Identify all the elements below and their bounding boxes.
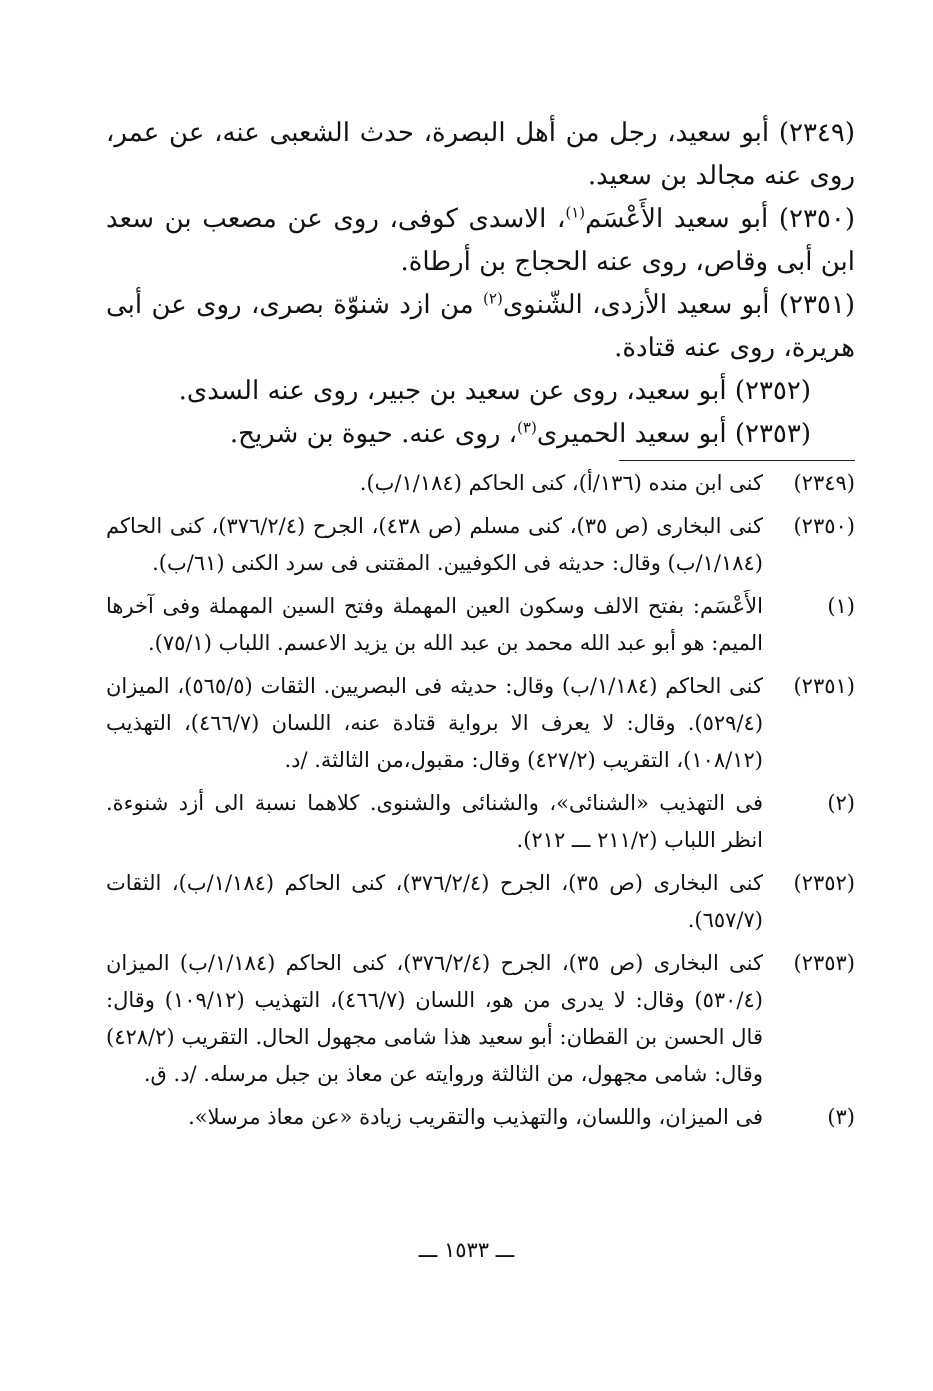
entry-text-cont: من ازد شنوّة بصرى، روى عن أبى هريرة، روى عنه قتادة. [106, 290, 855, 363]
footnote-key: (٢٣٥٣) [793, 951, 855, 975]
footnote-text: كنى ابن منده (١٣٦/أ)، كنى الحاكم (١/١٨٤/ب). [359, 471, 763, 495]
footnote-2351 [106, 668, 855, 779]
footnote-text: فى الميزان، واللسان، والتهذيب والتقريب زيادة «عن معاذ مرسلا». [188, 1105, 763, 1129]
entry-text: (٢٣٥٢) أبو سعيد، روى عن سعيد بن جبير، روى عنه السدى. [178, 376, 811, 406]
footnote-key: (٢٣٤٩) [793, 471, 855, 495]
entry-text: (٢٣٥٠) أبو سعيد الأَعْسَم [585, 204, 856, 234]
footnote-key: (١) [827, 594, 855, 618]
entry-2352 [106, 370, 855, 413]
footnote-key: (٢٣٥١) [793, 674, 855, 698]
entry-2353 [106, 413, 855, 456]
main-entries [106, 112, 855, 456]
footnote-divider [619, 460, 855, 461]
entry-text-cont: ، روى عنه. حيوة بن شريح. [229, 419, 518, 449]
footnote-2352 [106, 865, 855, 939]
footnote-ref: (٣) [517, 418, 537, 437]
footnote-text: كنى الحاكم (١/١٨٤/ب) وقال: حديثه فى البصريين. الثقات (٥٦٥/٥)، الميزان (٥٢٩/٤). وقال: لا يعرف الا برواية قتادة عنه، اللسان (٤٦٦/٧)، التهذيب (١٠٨/١٢)، التقريب (٤٢٧/٢) وقال: مقبول،من الثالثة. /د. [106, 674, 764, 772]
footnote-text: كنى البخارى (ص ٣٥)، الجرح (٣٧٦/٢/٤)، كنى الحاكم (١/١٨٤/ب) الميزان (٥٣٠/٤) وقال: لا يدرى من هو، اللسان (٤٦٦/٧)، التهذيب (١٠٩/١٢) وقال: قال الحسن بن القطان: أبو سعيد هذا شامى مجهول الحال. التقريب (٤٢٨/٢) وقال: شامى مجهول، من الثالثة وروايته عن معاذ بن جبل مرسله. /د. ق. [106, 951, 763, 1086]
footnote-text: الأَعْسَم: بفتح الالف وسكون العين المهملة وفتح السين المهملة وفى آخرها الميم: هو أبو عبد الله محمد بن عبد الله بن يزيد الاعسم. اللباب (٧٥/١). [106, 594, 763, 655]
footnote-2350 [106, 508, 855, 582]
entry-2350 [106, 198, 855, 284]
entry-text-cont: ، الاسدى كوفى، روى عن مصعب بن سعد ابن أبى وقاص، روى عنه الحجاج بن أرطاة. [106, 204, 855, 277]
entry-text: (٢٣٥٣) أبو سعيد الحميرى [536, 419, 811, 449]
footnotes [106, 465, 855, 1136]
entry-text: (٢٣٤٩) أبو سعيد، رجل من أهل البصرة، حدث الشعبى عنه، عن عمر، روى عنه مجالد بن سعيد. [106, 118, 855, 191]
footnote-key: (٢٣٥٠) [793, 514, 855, 538]
footnote-key: (٢٣٥٢) [793, 871, 855, 895]
footnote-ref: (٢) [483, 289, 503, 308]
footnote-text: كنى البخارى (ص ٣٥)، كنى مسلم (ص ٤٣٨)، الجرح (٣٧٦/٢/٤)، كنى الحاكم (١/١٨٤/ب) وقال: حديثه فى الكوفيين. المقتنى فى سرد الكنى (٦١/ب). [106, 514, 763, 575]
footnote-key: (٢) [827, 791, 855, 815]
footnote-1 [106, 588, 855, 662]
entry-text: (٢٣٥١) أبو سعيد الأزدى، الشّنوى [502, 290, 856, 320]
footnote-ref: (١) [565, 203, 586, 222]
page-number: ـــ ١٥٣٣ ـــ [418, 1238, 515, 1262]
footnote-2353 [106, 945, 855, 1093]
footnote-key: (٣) [827, 1105, 855, 1129]
footnote-3 [106, 1099, 855, 1136]
entry-2349 [106, 112, 855, 198]
footnote-2 [106, 785, 855, 859]
entry-2351 [106, 284, 855, 370]
footnote-text: فى التهذيب «الشنائى»، والشنائى والشنوى. كلاهما نسبة الى أزد شنوءة. انظر اللباب (٢١١/٢ ـــ ٢١٢). [106, 791, 763, 852]
footnote-2349 [106, 465, 855, 502]
footnote-text: كنى البخارى (ص ٣٥)، الجرح (٣٧٦/٢/٤)، كنى الحاكم (١/١٨٤/ب)، الثقات (٦٥٧/٧). [106, 871, 763, 932]
